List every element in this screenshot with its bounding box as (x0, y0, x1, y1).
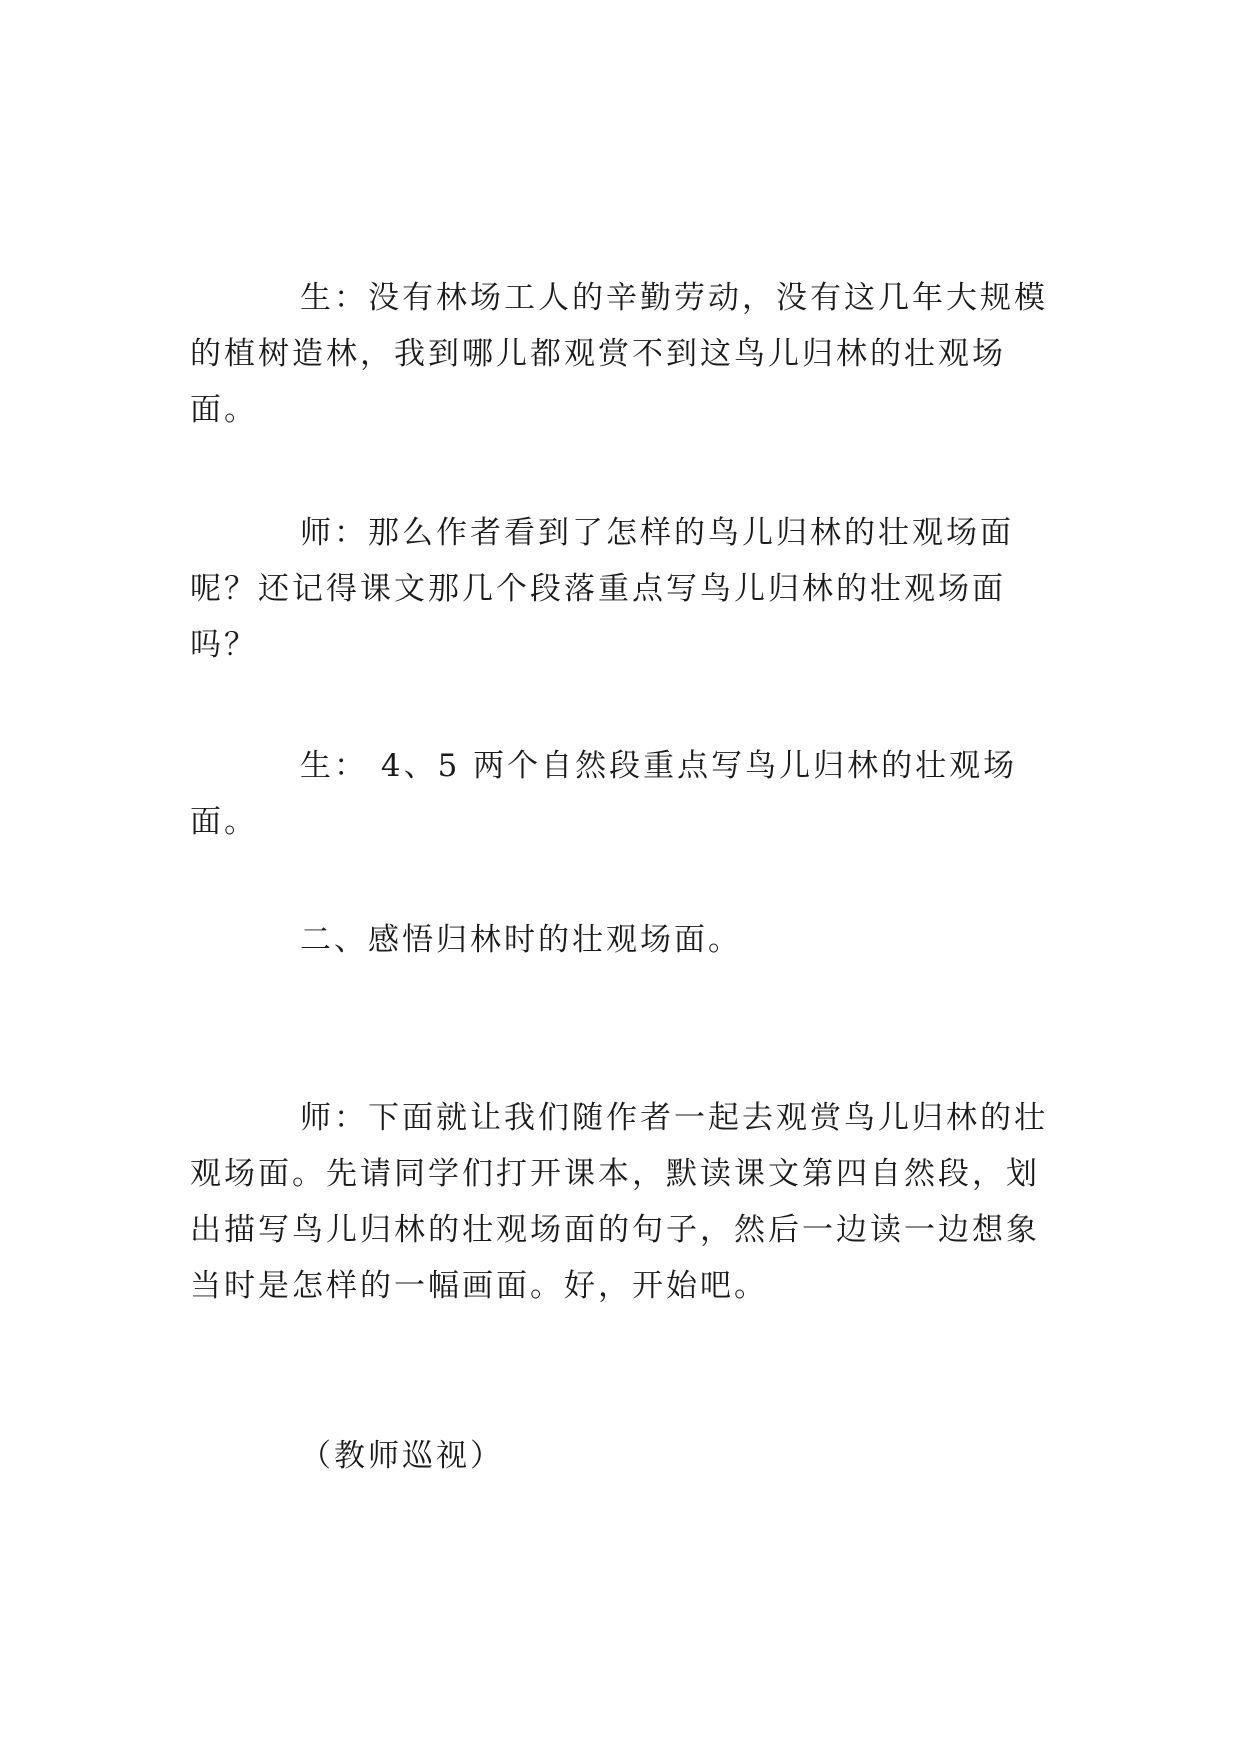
paragraph-student-answer-2: 生： 4、5 两个自然段重点写鸟儿归林的壮观场面。 (190, 748, 1018, 840)
paragraph-student-answer-1: 生：没有林场工人的辛勤劳动，没有这几年大规模的植树造林，我到哪儿都观赏不到这鸟儿归林的壮观场面。 (190, 280, 1048, 428)
paragraph-teacher-question-1: 师：那么作者看到了怎样的鸟儿归林的壮观场面呢？还记得课文那几个段落重点写鸟儿归林的壮观场面吗？ (190, 515, 1014, 663)
paragraph-teacher-instruction: 师：下面就让我们随作者一起去观赏鸟儿归林的壮观场面。先请同学们打开课本，默读课文第四自然段，划出描写鸟儿归林的壮观场面的句子，然后一边读一边想象当时是怎样的一幅画面。好，开始吧。 (190, 1100, 1048, 1304)
section-heading: 二、感悟归林时的壮观场面。 (300, 922, 742, 958)
paragraph-stage-note: （教师巡视） (300, 1438, 504, 1474)
